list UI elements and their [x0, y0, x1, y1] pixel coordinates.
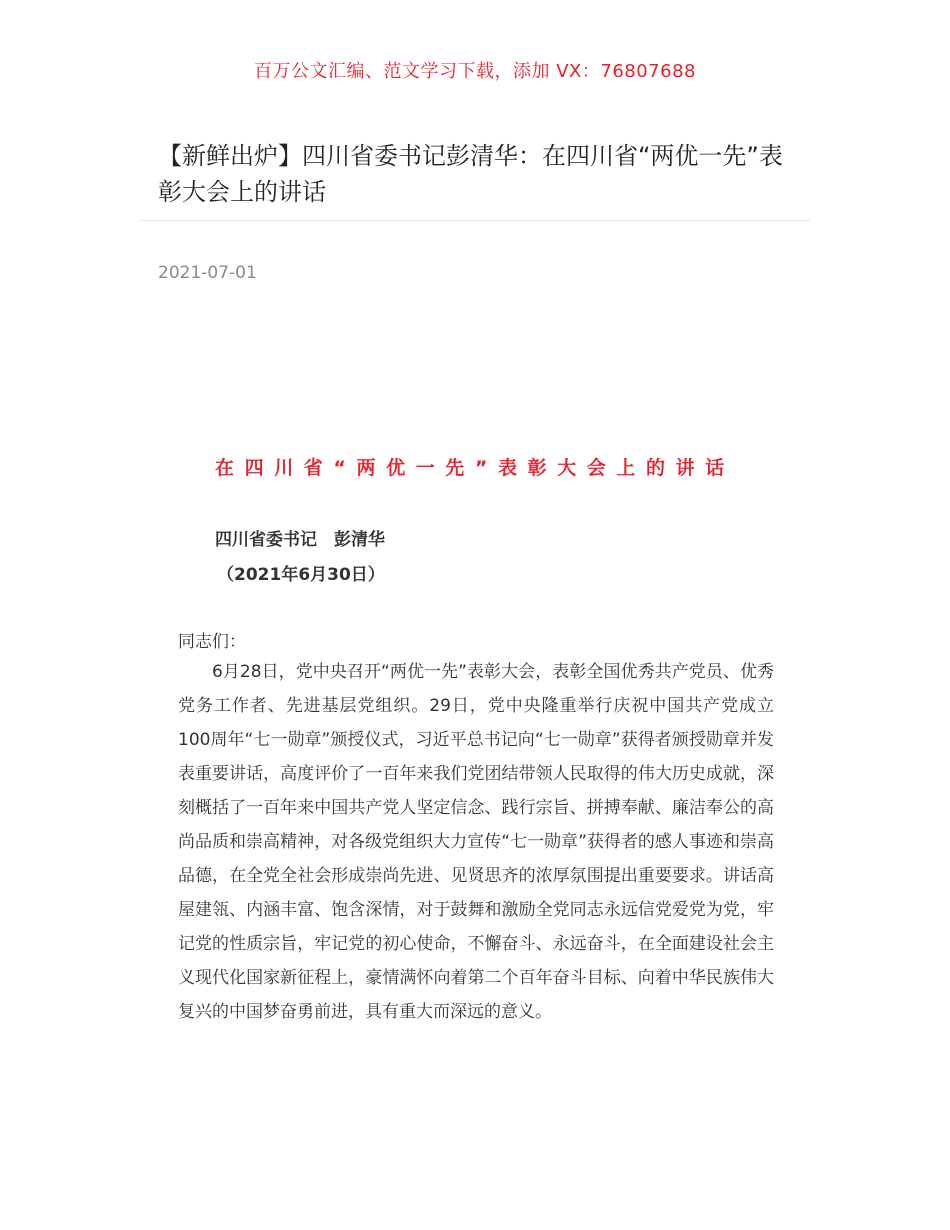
body-paragraph: 6月28日，党中央召开“两优一先”表彰大会，表彰全国优秀共产党员、优秀党务工作者、先进基层党组织。29日，党中央隆重举行庆祝中国共产党成立100周年“七一勋章”颁授仪式，习近平总书记向“七一勋章”获得者颁授勋章并发表重要讲话，高度评价了一百年来我们党团结带领人民取得的伟大历史成就，深刻概括了一百年来中国共产党人坚定信念、践行宗旨、拼搏奉献、廉洁奉公的高尚品质和崇高精神，对各级党组织大力宣传“七一勋章”获得者的感人事迹和崇高品德，在全党全社会形成崇尚先进、见贤思齐的浓厚氛围提出重要要求。讲话高屋建瓴、内涵丰富、饱含深情，对于鼓舞和激励全党同志永远信党爱党为党，牢记党的性质宗旨，牢记党的初心使命，不懈奋斗、永远奋斗，在全面建设社会主义现代化国家新征程上，豪情满怀向着第二个百年奋斗目标、向着中华民族伟大复兴的中国梦奋勇前进，具有重大而深远的意义。 — [178, 662, 774, 1022]
greeting: 同志们： — [178, 632, 246, 652]
article-title: 【新鲜出炉】四川省委书记彭清华：在四川省“两优一先”表彰大会上的讲话 — [158, 142, 783, 206]
title-divider — [140, 220, 810, 221]
speech-title: 在四川省“两优一先”表彰大会上的讲话 — [215, 457, 735, 479]
publish-date: 2021-07-01 — [158, 263, 257, 283]
promo-banner: 百万公文汇编、范文学习下载，添加 VX：76807688 — [254, 61, 696, 82]
speaker-line: 四川省委书记 彭清华 — [215, 530, 385, 550]
speech-date: （2021年6月30日） — [217, 565, 385, 585]
